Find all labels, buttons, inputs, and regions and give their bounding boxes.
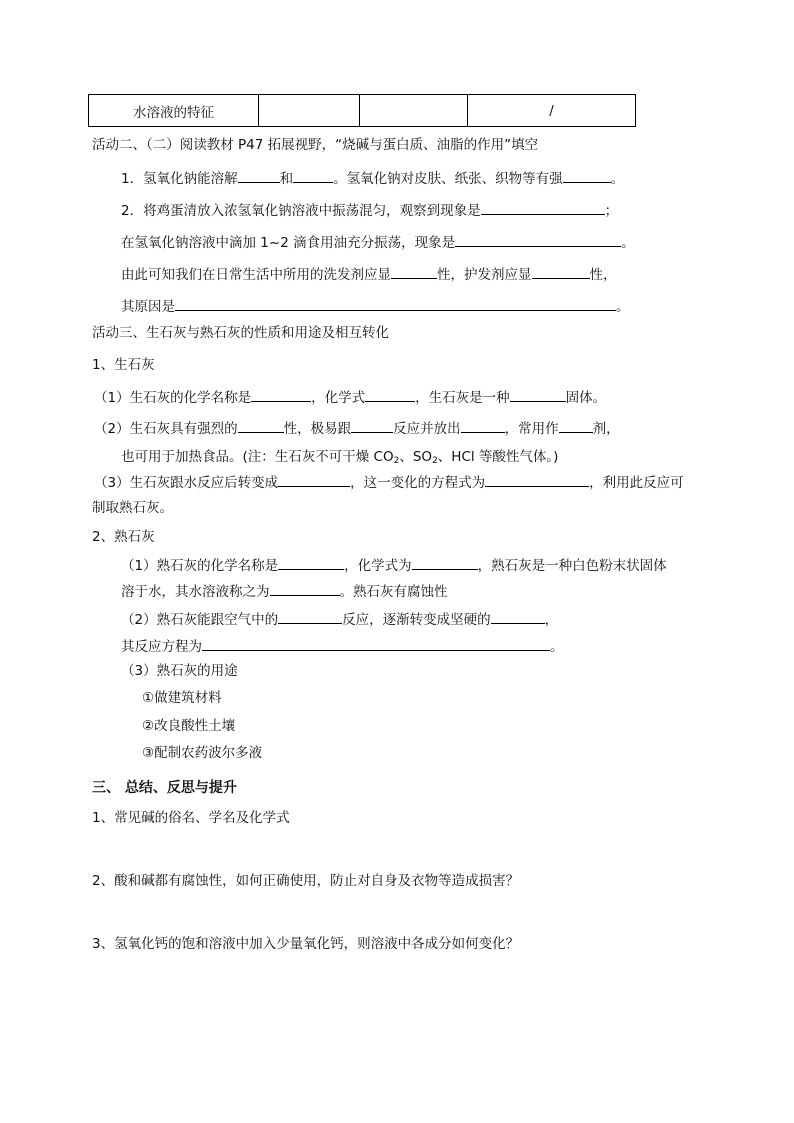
quicklime-p2 [94,419,620,437]
blank[interactable] [270,582,340,596]
text: （3）生石灰跟水反应后转变成 [94,475,279,491]
use-item-3: ③配制农药波尔多液 [142,745,263,761]
blank[interactable] [278,556,344,570]
q1-text-b: 和 [279,171,294,187]
slaked-lime-t2 [121,610,558,628]
text: ，化学式 [311,390,366,406]
blank[interactable] [293,169,333,183]
text: 。 [550,639,564,655]
text: 反应，逐渐转变成坚硬的 [342,612,491,628]
blank[interactable] [532,265,590,279]
characteristics-table [88,94,636,127]
table-cell-4: / [549,102,554,119]
q1-text-d: 。 [610,171,625,187]
slaked-lime-t1-cont [121,582,448,600]
slaked-lime-t1 [121,556,667,574]
section-slaked-lime: 2、熟石灰 [92,529,155,545]
blank[interactable] [412,556,478,570]
section-quicklime: 1、生石灰 [92,357,155,373]
text: （2）熟石灰能跟空气中的 [121,612,279,628]
summary-question-3: 3、氢氧化钙的饱和溶液中加入少量氧化钙，则溶液中各成分如何变化？ [92,936,520,952]
text: ，生石灰是一种 [415,390,510,406]
q3-text-b: 。 [621,235,635,251]
text: （1）生石灰的化学名称是 [94,390,252,406]
blank[interactable] [559,419,593,433]
q4-text-a: 由此可知我们在日常生活中所用的洗发剂应显 [121,267,391,283]
blank[interactable] [251,388,311,402]
question-3 [121,233,635,251]
q1-text-c: 。氢氧化钠对皮肤、纸张、织物等有强 [333,171,563,187]
text: ，常用作 [504,421,559,437]
text: ， [544,612,559,628]
q4-text-c: 性， [589,267,617,283]
q4-text-b: 性，护发剂应显 [437,267,532,283]
blank[interactable] [278,610,342,624]
quicklime-p3 [94,473,684,491]
q1-text-a: 1．氢氧化钠能溶解 [121,171,238,187]
slaked-lime-uses-heading: （3）熟石灰的用途 [121,663,238,679]
q2-text-b: ； [604,203,619,219]
text: 固体。 [565,390,607,406]
summary-heading: 三、 总结、反思与提升 [92,780,237,796]
question-4 [121,265,617,283]
text: 、HCl 等酸性气体。) [437,449,559,465]
summary-question-1: 1、常见碱的俗名、学名及化学式 [92,810,290,826]
q3-text-a: 在氢氧化钠溶液中滴加 1~2 滴食用油充分振荡，现象是 [121,235,456,251]
blank[interactable] [175,297,616,311]
subscript: 2 [393,456,400,466]
text: （1）熟石灰的化学名称是 [121,558,279,574]
blank[interactable] [202,637,550,651]
table-row-label: 水溶液的特征 [89,95,259,126]
blank[interactable] [238,169,280,183]
text: 性，极易跟 [283,421,352,437]
text: 。熟石灰有腐蚀性 [339,584,448,600]
text: 其反应方程为 [121,639,202,655]
blank[interactable] [481,201,605,215]
q2-text-a: 2．将鸡蛋清放入浓氢氧化钠溶液中振荡混匀，观察到现象是 [121,203,481,219]
blank[interactable] [461,419,505,433]
table-cell-2[interactable] [259,95,360,126]
text: ，熟石灰是一种白色粉末状固体 [477,558,667,574]
summary-question-2: 2、酸和碱都有腐蚀性，如何正确使用，防止对自身及衣物等造成损害？ [92,873,520,889]
blank[interactable] [563,169,611,183]
blank[interactable] [365,388,415,402]
text: ，这一变化的方程式为 [350,475,486,491]
text: 溶于水，其水溶液称之为 [121,584,270,600]
text: ，利用此反应可 [589,475,684,491]
activity3-heading: 活动三、生石灰与熟石灰的性质和用途及相互转化 [92,325,389,341]
blank[interactable] [485,473,589,487]
subscript: 2 [432,456,438,466]
use-item-1: ①做建筑材料 [142,690,222,706]
blank[interactable] [455,233,621,247]
table-cell-3[interactable] [360,95,468,126]
text: 、SO [399,449,433,465]
text: 也可用于加热食品。(注：生石灰不可干燥 CO [121,449,394,465]
use-item-2: ②改良酸性土壤 [142,718,236,734]
q5-text-b: 。 [616,299,630,315]
text: 剂， [592,421,620,437]
blank[interactable] [351,419,393,433]
question-1 [121,169,624,187]
question-2 [121,201,618,219]
question-5 [121,297,630,315]
q5-text-a: 其原因是 [121,299,175,315]
text: 反应并放出 [393,421,461,437]
activity2b-heading: 活动二、（二）阅读教材 P47 拓展视野，“烧碱与蛋白质、油脂的作用”填空 [92,137,539,153]
quicklime-note [121,449,558,465]
blank[interactable] [510,388,566,402]
text: ，化学式为 [344,558,412,574]
blank[interactable] [391,265,437,279]
slaked-lime-t2-cont [121,637,564,655]
blank[interactable] [491,610,545,624]
quicklime-p3-cont: 制取熟石灰。 [92,500,173,516]
quicklime-p1 [94,388,606,406]
text: （2）生石灰具有强烈的 [94,421,238,437]
blank[interactable] [238,419,284,433]
blank[interactable] [278,473,350,487]
